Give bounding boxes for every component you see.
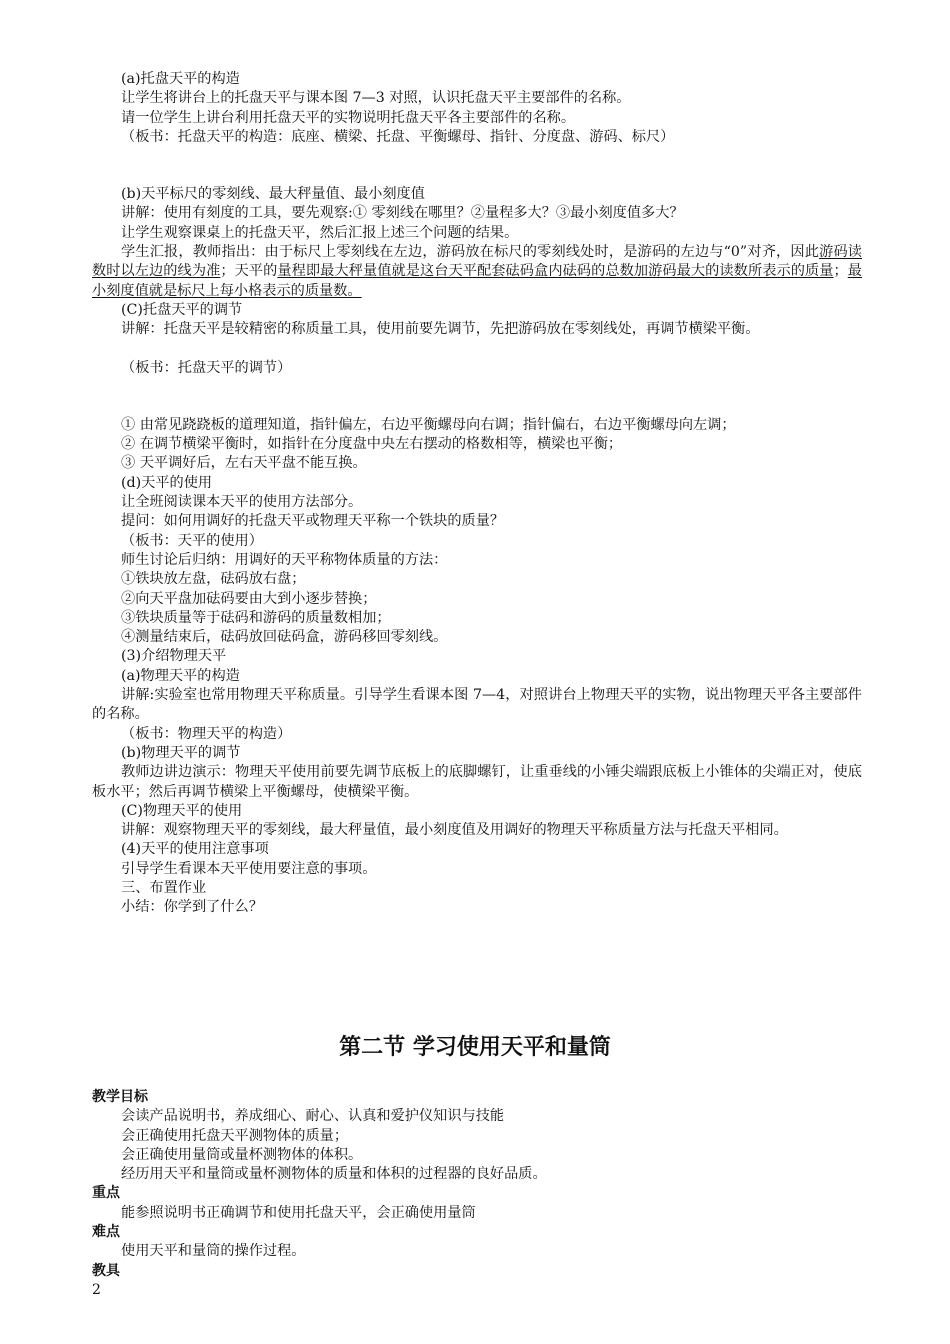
paragraph: 请一位学生上讲台利用托盘天平的实物说明托盘天平各主要部件的名称。 — [121, 109, 576, 126]
list-item: ③铁块质量等于砝码和游码的质量数相加； — [121, 609, 391, 626]
list-item: ②向天平盘加砝码要由大到小逐步替换； — [121, 590, 377, 607]
subheading: 三、布置作业 — [121, 879, 207, 896]
subheading: (3)介绍物理天平 — [121, 648, 227, 665]
page-number: 2 — [92, 1282, 101, 1298]
paragraph: 让全班阅读课本天平的使用方法部分。 — [121, 494, 363, 511]
board-note: （板书：托盘天平的构造：底座、横梁、托盘、平衡螺母、指针、分度盘、游码、标尺） — [121, 128, 675, 145]
underlined-text: 游码读数时以左边的线为准 — [92, 244, 862, 280]
subheading: (d)天平的使用 — [121, 474, 213, 491]
paragraph: 让学生观察课桌上的托盘天平，然后汇报上述三个问题的结果。 — [121, 224, 519, 241]
goal-item: 会正确使用托盘天平测物体的质量； — [121, 1127, 349, 1144]
text-span: 学生汇报，教师指出：由于标尺上零刻线在左边，游码放在标尺的零刻线处时，是游码的左边与“0”对齐，因此 — [121, 244, 820, 261]
goal-item: 经历用天平和量筒或量杯测物体的质量和体积的过程器的良好品质。 — [121, 1166, 547, 1183]
paragraph: 教师边讲边演示：物理天平使用前要先调节底板上的底脚螺钉，让重垂线的小锤尖端跟底板上小锥体的尖端正对，使底板水平；然后再调节横梁上平衡螺母，使横梁平衡。 — [92, 764, 862, 800]
key-label: 重点 — [92, 1185, 120, 1202]
subheading: (4)天平的使用注意事项 — [121, 841, 269, 858]
board-note: （板书：托盘天平的调节） — [121, 359, 292, 376]
paragraph: 师生讨论后归纳：用调好的天平称物体质量的方法： — [121, 551, 448, 568]
subheading: (C)物理天平的使用 — [121, 802, 243, 819]
underlined-text: 最小刻度值就是标尺上每小格表示的质量数。 — [92, 263, 862, 299]
key-text: 能参照说明书正确调节和使用托盘天平，会正确使用量筒 — [121, 1204, 476, 1221]
section-body — [92, 1088, 862, 1281]
subheading: (C)托盘天平的调节 — [121, 301, 243, 318]
difficulty-label: 难点 — [92, 1224, 120, 1241]
paragraph: 小结：你学到了什么？ — [121, 899, 263, 916]
paragraph — [92, 243, 862, 301]
text-span: ； — [833, 263, 848, 280]
subheading: (b)天平标尺的零刻线、最大秤量值、最小刻度值 — [121, 186, 425, 203]
list-item: ② 在调节横梁平衡时，如指针在分度盘中央左右摆动的格数相等，横梁也平衡； — [121, 436, 623, 453]
subheading: (a)物理天平的构造 — [121, 667, 240, 684]
board-note: （板书：物理天平的构造） — [121, 725, 292, 742]
paragraph: 讲解:实验室也常用物理天平称质量。引导学生看课本图 7—4，对照讲台上物理天平的实物，说出物理天平各主要部件的名称。 — [92, 687, 862, 723]
paragraph: 让学生将讲台上的托盘天平与课本图 7—3 对照，认识托盘天平主要部件的名称。 — [121, 90, 631, 107]
paragraph: 提问：如何用调好的托盘天平或物理天平称一个铁块的质量？ — [121, 513, 505, 530]
goal-item: 会正确使用量筒或量杯测物体的体积。 — [121, 1146, 363, 1163]
subheading: (b)物理天平的调节 — [121, 744, 241, 761]
text-span: ；天平的 — [220, 263, 278, 280]
tools-label: 教具 — [92, 1262, 120, 1279]
goals-label: 教学目标 — [92, 1089, 148, 1105]
paragraph: 讲解：托盘天平是较精密的称质量工具，使用前要先调节，先把游码放在零刻线处，再调节横梁平衡。 — [121, 321, 760, 338]
difficulty-text: 使用天平和量筒的操作过程。 — [121, 1243, 306, 1260]
subheading: (a)托盘天平的构造 — [121, 71, 240, 87]
lesson-body — [92, 70, 862, 918]
paragraph: 引导学生看课本天平使用要注意的事项。 — [121, 860, 377, 877]
board-note: （板书：天平的使用） — [121, 532, 263, 549]
goal-item: 会读产品说明书，养成细心、耐心、认真和爱护仪知识与技能 — [121, 1108, 505, 1125]
list-item: ① 由常见跷跷板的道理知道，指针偏左，右边平衡螺母向右调；指针偏右，右边平衡螺母向左调； — [121, 416, 736, 433]
paragraph: 讲解：观察物理天平的零刻线，最大秤量值，最小刻度值及用调好的物理天平称质量方法与托盘天平相同。 — [121, 822, 788, 839]
section-title: 第二节 学习使用天平和量筒 — [339, 1035, 611, 1060]
list-item: ③ 天平调好后，左右天平盘不能互换。 — [121, 455, 367, 472]
underlined-text: 量程即最大秤量值就是这台天平配套砝码盒内砝码的总数加游码最大的读数所表示的质量 — [277, 263, 834, 280]
paragraph: 讲解：使用有刻度的工具，要先观察:① 零刻线在哪里？②量程多大？③最小刻度值多大？ — [121, 205, 684, 222]
list-item: ①铁块放左盘，砝码放右盘； — [121, 571, 306, 588]
list-item: ④测量结束后，砝码放回砝码盒，游码移回零刻线。 — [121, 629, 448, 646]
